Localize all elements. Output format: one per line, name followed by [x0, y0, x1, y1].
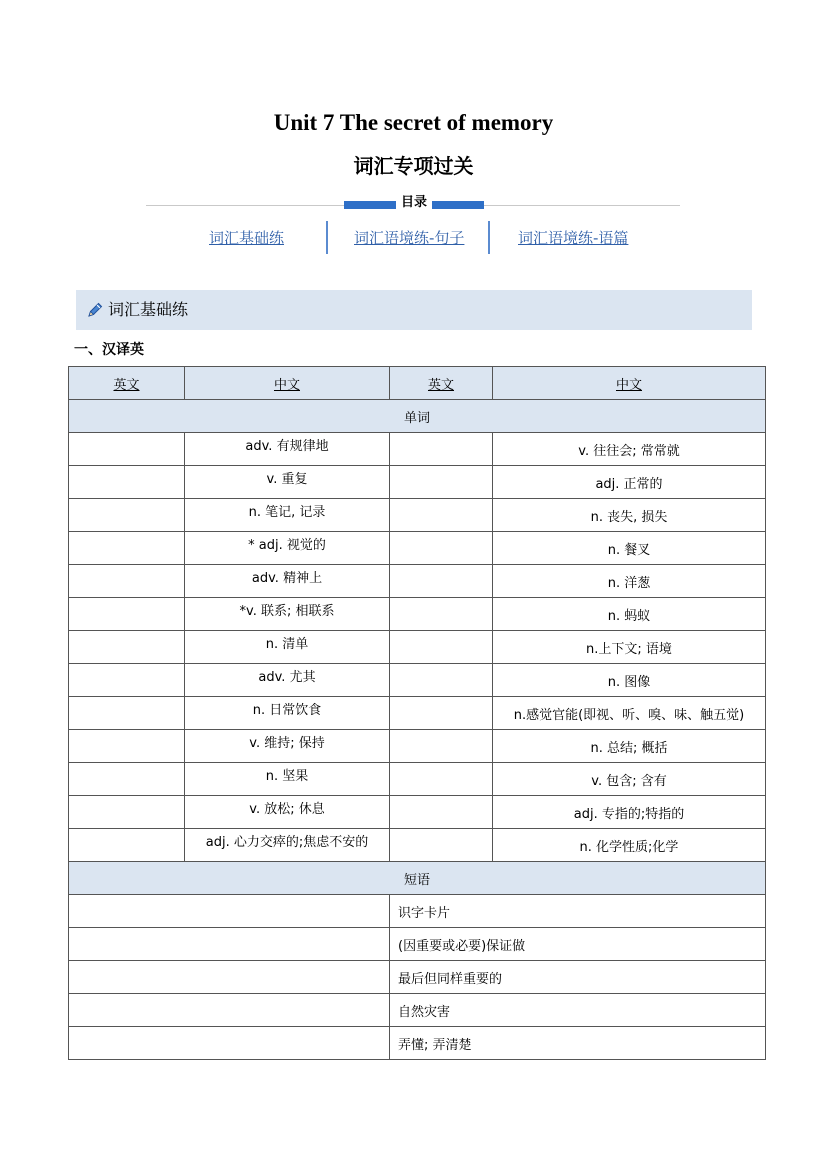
answer-cell-english[interactable] [69, 796, 185, 829]
section-header [76, 290, 752, 330]
answer-cell-english[interactable] [69, 928, 390, 961]
vocabulary-table [68, 366, 766, 1060]
answer-cell-english[interactable] [69, 631, 185, 664]
word-chinese: n. 图像 [493, 664, 766, 697]
answer-cell-english[interactable] [390, 829, 493, 862]
phrase-row [69, 994, 766, 1027]
words-band-label: 单词 [69, 400, 766, 433]
answer-cell-english[interactable] [390, 598, 493, 631]
phrase-chinese: 弄懂; 弄清楚 [390, 1027, 766, 1060]
word-row [69, 763, 766, 796]
word-chinese: adv. 精神上 [185, 565, 390, 598]
answer-cell-english[interactable] [69, 433, 185, 466]
phrases-band-label: 短语 [69, 862, 766, 895]
word-chinese: n. 餐叉 [493, 532, 766, 565]
toc-link-sentence[interactable]: 词汇语境练-句子 [354, 229, 465, 247]
answer-cell-english[interactable] [69, 532, 185, 565]
word-chinese: n. 清单 [185, 631, 390, 664]
word-chinese: n. 总结; 概括 [493, 730, 766, 763]
answer-cell-english[interactable] [69, 565, 185, 598]
answer-cell-english[interactable] [69, 499, 185, 532]
word-row [69, 664, 766, 697]
word-row [69, 829, 766, 862]
answer-cell-english[interactable] [69, 994, 390, 1027]
phrase-row [69, 1027, 766, 1060]
word-chinese: n. 日常饮食 [185, 697, 390, 730]
answer-cell-english[interactable] [390, 499, 493, 532]
word-chinese: n. 笔记, 记录 [185, 499, 390, 532]
answer-cell-english[interactable] [390, 763, 493, 796]
answer-cell-english[interactable] [69, 730, 185, 763]
answer-cell-english[interactable] [69, 598, 185, 631]
phrase-row [69, 895, 766, 928]
pencil-icon [86, 301, 104, 319]
word-row [69, 433, 766, 466]
toc-label: 目录 [396, 193, 432, 213]
word-chinese: adj. 心力交瘁的;焦虑不安的 [185, 829, 390, 862]
document-title: Unit 7 The secret of memory [273, 110, 554, 135]
word-row [69, 532, 766, 565]
answer-cell-english[interactable] [390, 796, 493, 829]
toc-link-basic[interactable]: 词汇基础练 [209, 229, 285, 247]
phrase-row [69, 928, 766, 961]
answer-cell-english[interactable] [390, 466, 493, 499]
toc-separator [488, 221, 490, 254]
answer-cell-english[interactable] [390, 433, 493, 466]
word-chinese: n. 蚂蚁 [493, 598, 766, 631]
phrase-chinese: 自然灾害 [390, 994, 766, 1027]
answer-cell-english[interactable] [390, 631, 493, 664]
word-chinese: v. 放松; 休息 [185, 796, 390, 829]
answer-cell-english[interactable] [390, 565, 493, 598]
phrase-chinese: 识字卡片 [390, 895, 766, 928]
word-chinese: n.感觉官能(即视、听、嗅、味、触五觉) [493, 697, 766, 730]
answer-cell-english[interactable] [390, 664, 493, 697]
words-band-row [69, 400, 766, 433]
word-chinese: adj. 专指的;特指的 [493, 796, 766, 829]
word-row [69, 697, 766, 730]
word-chinese: * adj. 视觉的 [185, 532, 390, 565]
phrase-chinese: (因重要或必要)保证做 [390, 928, 766, 961]
answer-cell-english[interactable] [69, 697, 185, 730]
toc-separator [326, 221, 328, 254]
word-row [69, 565, 766, 598]
toc-links [0, 226, 827, 254]
phrase-row [69, 961, 766, 994]
word-chinese: n. 洋葱 [493, 565, 766, 598]
word-chinese: n. 化学性质;化学 [493, 829, 766, 862]
answer-cell-english[interactable] [390, 730, 493, 763]
part-heading: 一、汉译英 [74, 342, 144, 358]
word-row [69, 796, 766, 829]
word-chinese: adv. 尤其 [185, 664, 390, 697]
word-chinese: adj. 正常的 [493, 466, 766, 499]
column-header-english: 英文 [390, 367, 493, 400]
word-chinese: v. 包含; 含有 [493, 763, 766, 796]
word-chinese: adv. 有规律地 [185, 433, 390, 466]
column-header-chinese: 中文 [493, 367, 766, 400]
word-chinese: n. 丧失, 损失 [493, 499, 766, 532]
section-title: 词汇基础练 [108, 300, 189, 319]
word-row [69, 598, 766, 631]
column-header-chinese: 中文 [185, 367, 390, 400]
column-header-english: 英文 [69, 367, 185, 400]
word-row [69, 631, 766, 664]
toc-link-passage[interactable]: 词汇语境练-语篇 [518, 229, 629, 247]
word-chinese: v. 维持; 保持 [185, 730, 390, 763]
word-chinese: *v. 联系; 相联系 [185, 598, 390, 631]
answer-cell-english[interactable] [69, 1027, 390, 1060]
table-header-row [69, 367, 766, 400]
answer-cell-english[interactable] [390, 697, 493, 730]
word-chinese: v. 重复 [185, 466, 390, 499]
word-chinese: n. 坚果 [185, 763, 390, 796]
answer-cell-english[interactable] [69, 961, 390, 994]
word-row [69, 466, 766, 499]
answer-cell-english[interactable] [390, 532, 493, 565]
answer-cell-english[interactable] [69, 829, 185, 862]
answer-cell-english[interactable] [69, 763, 185, 796]
word-chinese: v. 往往会; 常常就 [493, 433, 766, 466]
word-row [69, 499, 766, 532]
phrase-chinese: 最后但同样重要的 [390, 961, 766, 994]
document-subtitle: 词汇专项过关 [353, 154, 474, 178]
word-row [69, 730, 766, 763]
answer-cell-english[interactable] [69, 466, 185, 499]
word-chinese: n.上下文; 语境 [493, 631, 766, 664]
phrases-band-row [69, 862, 766, 895]
answer-cell-english[interactable] [69, 895, 390, 928]
answer-cell-english[interactable] [69, 664, 185, 697]
